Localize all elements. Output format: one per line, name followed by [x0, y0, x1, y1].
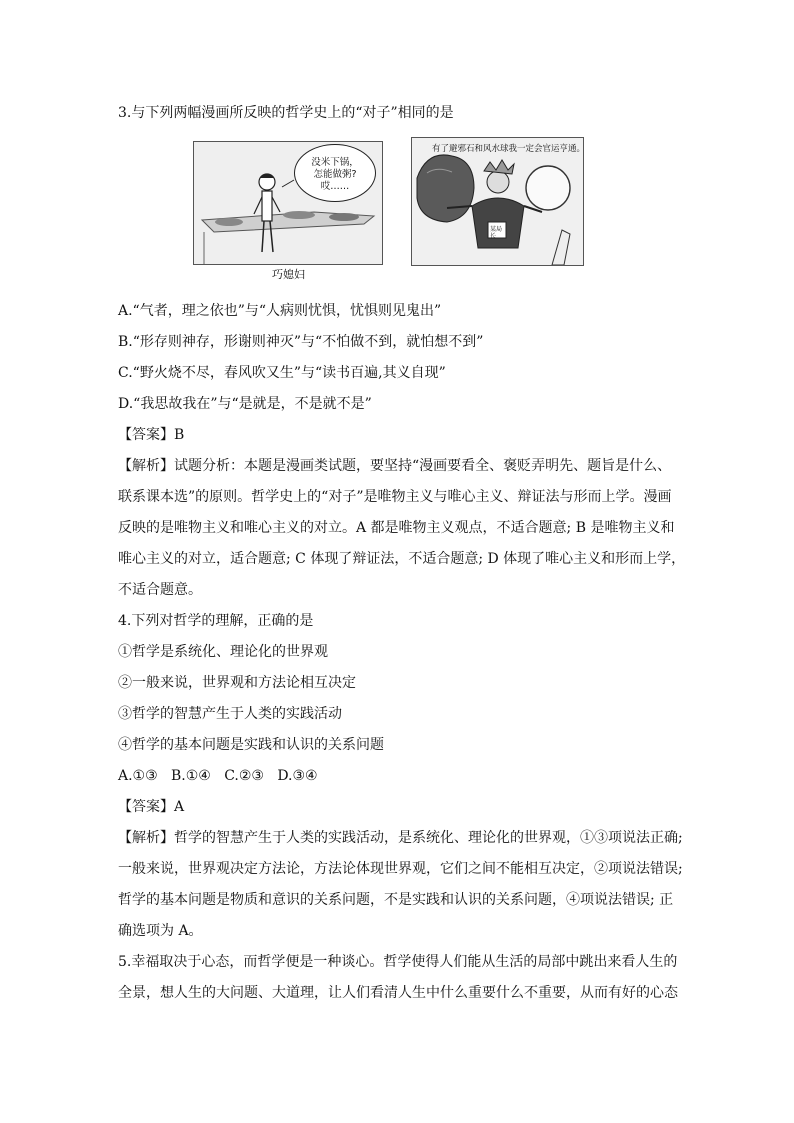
q3-analysis-line: 唯心主义的对立，适合题意; C 体现了辩证法，不适合题意; D 体现了唯心主义和形而上学， [118, 551, 686, 567]
q4-item-2: ②一般来说，世界观和方法论相互决定 [118, 675, 356, 691]
q3-analysis-line: 联系课本选”的原则。哲学史上的“对子”是唯物主义与唯心主义、辩证法与形而上学。漫画 [118, 489, 672, 505]
q4-item-1: ①哲学是系统化、理论化的世界观 [118, 644, 328, 660]
q3-analysis-line: 反映的是唯物主义和唯心主义的对立。A 都是唯物主义观点，不适合题意; B 是唯物主义和 [118, 520, 675, 536]
bubble-line-1: 没米下锅， [311, 157, 359, 168]
q3-option-a: A.“气者，理之依也”与“人病则忧惧，忧惧则见鬼出” [118, 303, 442, 319]
q4-stem: 4.下列对哲学的理解，正确的是 [118, 613, 314, 629]
speech-bubble [294, 144, 376, 202]
q3-option-c: C.“野火烧不尽，春风吹又生”与“读书百遍,其义自现” [118, 365, 446, 381]
q5-line: 全景，想人生的大问题、大道理，让人们看清人生中什么重要什么不重要，从而有好的心态 [118, 985, 678, 1001]
q4-answer: 【答案】A [118, 799, 185, 815]
bubble-line-3: 哎…… [320, 181, 350, 192]
q3-answer: 【答案】B [118, 427, 185, 443]
q3-stem: 3.与下列两幅漫画所反映的哲学史上的“对子”相同的是 [118, 105, 454, 121]
q3-analysis-line: 【解析】试题分析：本题是漫画类试题，要坚持“漫画要看全、褒贬弄明先、题旨是什么、 [118, 458, 672, 474]
q3-analysis-line: 不适合题意。 [118, 582, 202, 598]
q4-item-3: ③哲学的智慧产生于人类的实践活动 [118, 706, 342, 722]
q3-option-d: D.“我思故我在”与“是就是，不是就不是” [118, 396, 372, 412]
comic-right-banner: 有了避邪石和风水球我一定会官运亨通。 [432, 144, 586, 154]
q4-analysis-line: 确选项为 A。 [118, 923, 203, 939]
q4-item-4: ④哲学的基本问题是实践和认识的关系问题 [118, 737, 384, 753]
q5-line: 5.幸福取决于心态，而哲学便是一种谈心。哲学使得人们能从生活的局部中跳出来看人生的 [118, 954, 678, 970]
q4-analysis-line: 哲学的基本问题是物质和意识的关系问题，不是实践和认识的关系问题，④项说法错误; 正 [118, 892, 674, 908]
comic-right-drawing [412, 138, 586, 265]
comic-right-illustration [411, 137, 584, 266]
q4-options: A.①③ B.①④ C.②③ D.③④ [118, 768, 318, 784]
comic-right-label: 某局长 [490, 226, 503, 240]
q4-analysis-line: 一般来说，世界观决定方法论，方法论体现世界观，它们之间不能相互决定，②项说法错误; [118, 861, 683, 877]
comic-left-caption: 巧媳妇 [272, 268, 305, 281]
q4-analysis-line: 【解析】哲学的智慧产生于人类的实践活动，是系统化、理论化的世界观，①③项说法正确; [118, 830, 683, 846]
bubble-line-2: 怎能做粥? [313, 169, 357, 180]
q3-option-b: B.“形存则神存，形谢则神灭”与“不怕做不到，就怕想不到” [118, 334, 484, 350]
comic-left-illustration [193, 141, 383, 265]
